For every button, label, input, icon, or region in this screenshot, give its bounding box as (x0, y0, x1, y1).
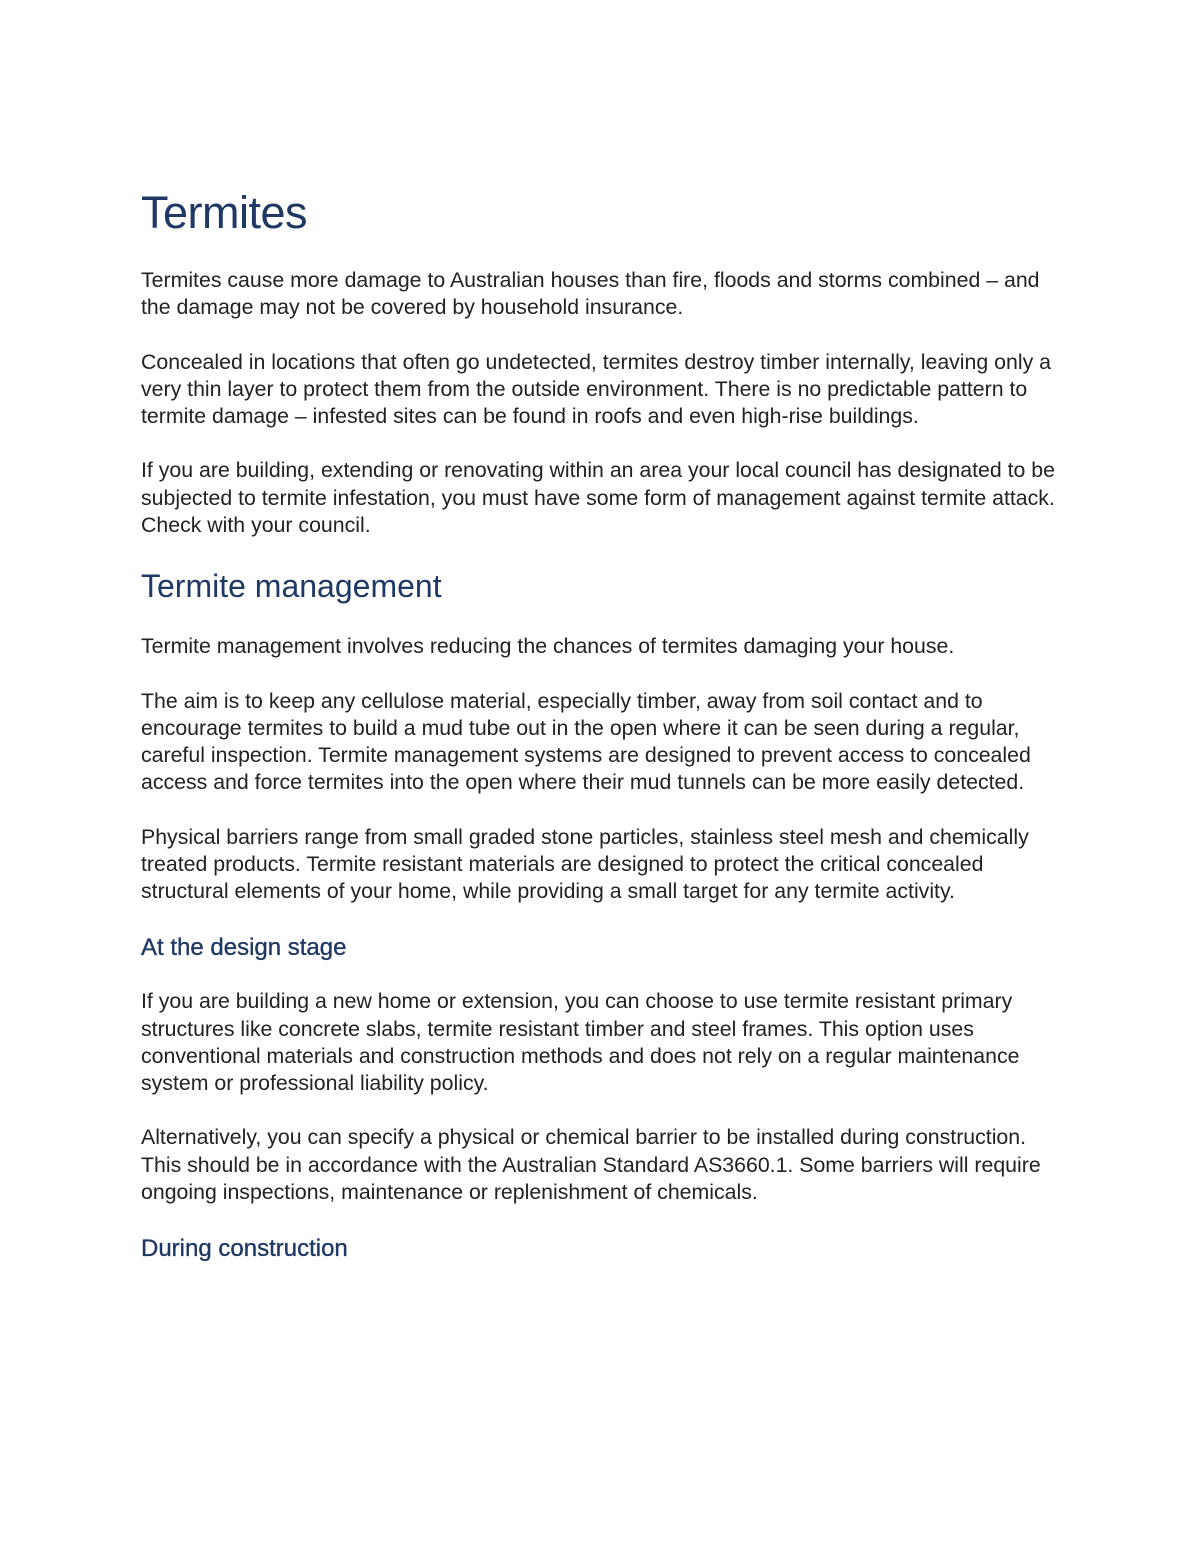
intro-paragraph-1: Termites cause more damage to Australian houses than fire, floods and storms combined – and the damage may not be covered by household insurance. (141, 268, 1040, 320)
heading-termite-management: Termite management (141, 568, 442, 605)
heading-design-stage: At the design stage (141, 934, 347, 962)
management-paragraph-3: Physical barriers range from small graded stone particles, stainless steel mesh and chemically treated products. Termite resistant materials are designed to protect the critical concealed structural elements of your home, while providing a small target for any termite activity. (141, 824, 1029, 903)
document-body (141, 185, 1071, 1289)
management-paragraph-2: The aim is to keep any cellulose material, especially timber, away from soil contact and to encourage termites to build a mud tube out in the open where it can be seen during a regular, careful inspection. Termite management systems are designed to prevent access to concealed access and force termites into the open where their mud tunnels can be more easily detected. (141, 688, 1031, 795)
design-paragraph-1: If you are building a new home or extension, you can choose to use termite resistant primary structures like concrete slabs, termite resistant timber and steel frames. This option uses conventional materials and construction methods and does not rely on a regular maintenance system or professional liability policy. (141, 989, 1020, 1095)
design-paragraph-2: Alternatively, you can specify a physical or chemical barrier to be installed during construction. This should be in accordance with the Australian Standard AS3660.1. Some barriers will require ongoing inspections, maintenance or replenishment of chemicals. (141, 1125, 1041, 1204)
document-title: Termites (141, 187, 308, 238)
management-paragraph-1: Termite management involves reducing the chances of termites damaging your house. (141, 634, 955, 659)
intro-paragraph-3: If you are building, extending or renovating within an area your local council has designated to be subjected to termite infestation, you must have some form of management against termite attack. Check with your council. (141, 458, 1055, 537)
heading-during-construction: During construction (141, 1235, 348, 1263)
intro-paragraph-2: Concealed in locations that often go undetected, termites destroy timber internally, leaving only a very thin layer to protect them from the outside environment. There is no predictable pattern to termite damage – infested sites can be found in roofs and even high-rise buildings. (141, 349, 1051, 428)
